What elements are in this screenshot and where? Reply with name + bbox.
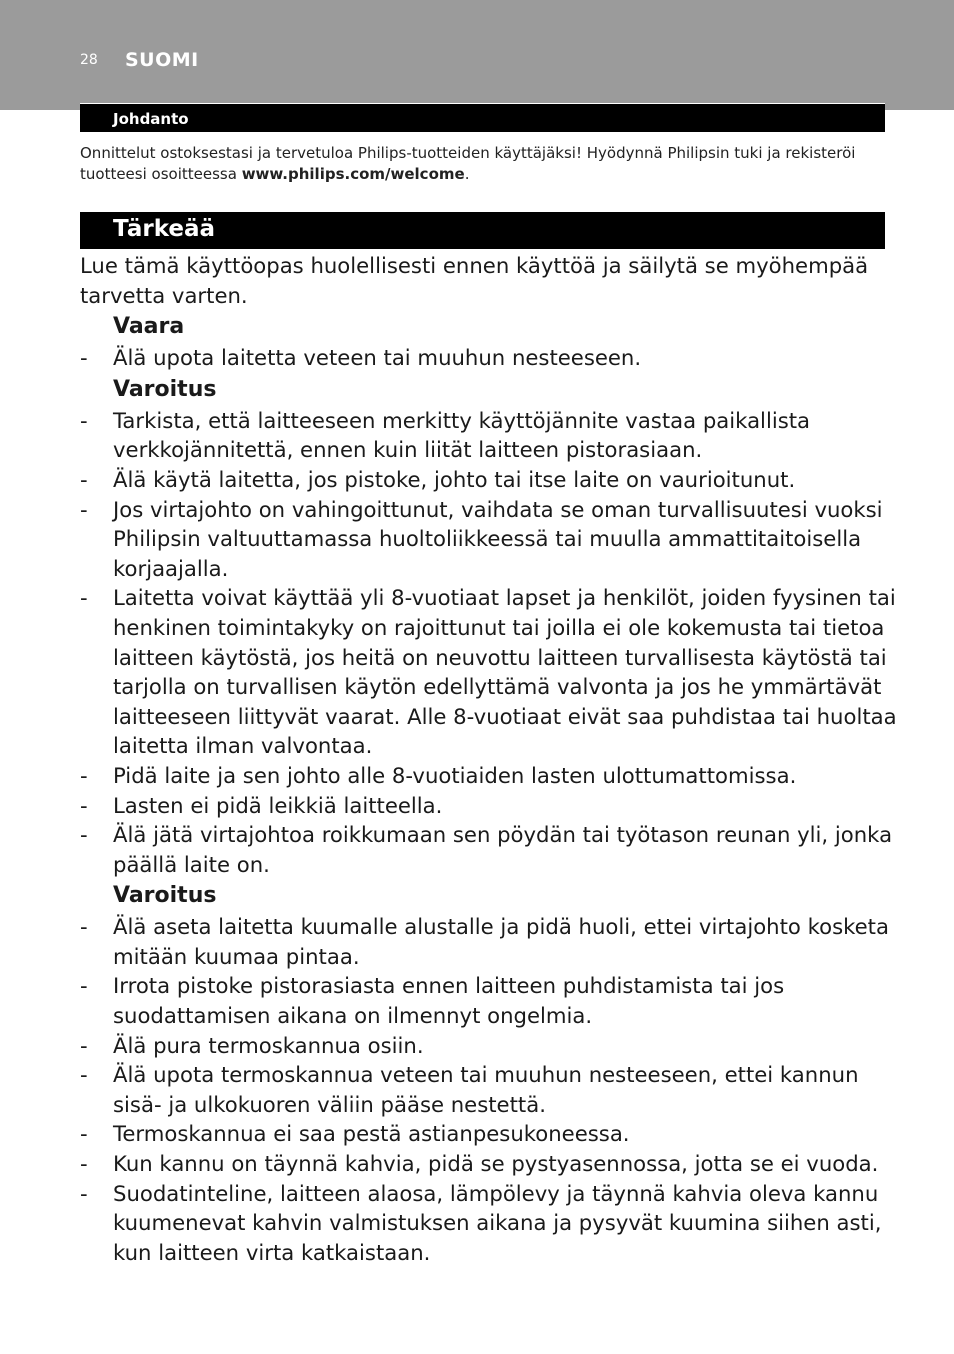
list-item-text: Älä upota laitetta veteen tai muuhun nesteeseen. bbox=[113, 345, 642, 371]
page-number: 28 bbox=[80, 52, 98, 68]
bullet-dash: - bbox=[80, 792, 88, 818]
list-item bbox=[80, 495, 900, 584]
list-item-text: Älä jätä virtajohtoa roikkumaan sen pöydän tai työtason reunan yli, jonka päällä laite on. bbox=[113, 822, 893, 877]
list-item bbox=[80, 1119, 900, 1149]
section-bar-intro bbox=[80, 103, 885, 132]
section-bar-important bbox=[80, 212, 885, 249]
header-band bbox=[0, 0, 954, 110]
bullet-dash: - bbox=[80, 1151, 88, 1177]
list-item-text: Älä aseta laitetta kuumalle alustalle ja pidä huoli, ettei virtajohto kosketa mitään kuumaa pintaa. bbox=[113, 914, 889, 969]
bullet-dash: - bbox=[80, 1062, 88, 1088]
bullet-dash: - bbox=[80, 407, 88, 433]
warning-heading: Varoitus bbox=[113, 883, 217, 909]
list-item bbox=[80, 406, 900, 465]
list-item bbox=[80, 1179, 900, 1268]
warning-list bbox=[80, 912, 900, 1267]
list-item bbox=[80, 912, 900, 971]
list-item-text: Älä käytä laitetta, jos pistoke, johto tai itse laite on vaurioitunut. bbox=[113, 466, 796, 492]
list-item bbox=[80, 1031, 900, 1061]
list-item bbox=[80, 343, 900, 373]
list-item bbox=[80, 465, 900, 495]
welcome-link[interactable]: www.philips.com/welcome bbox=[241, 165, 465, 183]
warning-list bbox=[80, 343, 900, 373]
bullet-dash: - bbox=[80, 762, 88, 788]
section-title-intro: Johdanto bbox=[113, 110, 189, 128]
bullet-dash: - bbox=[80, 822, 88, 848]
list-item-text: Pidä laite ja sen johto alle 8-vuotiaiden lasten ulottumattomissa. bbox=[113, 762, 797, 788]
list-item bbox=[80, 761, 900, 791]
list-item bbox=[80, 583, 900, 761]
warning-list bbox=[80, 406, 900, 880]
bullet-dash: - bbox=[80, 466, 88, 492]
list-item-text: Termoskannua ei saa pestä astianpesukoneessa. bbox=[113, 1121, 630, 1147]
list-item-text: Lasten ei pidä leikkiä laitteella. bbox=[113, 792, 443, 818]
bullet-dash: - bbox=[80, 1032, 88, 1058]
list-item-text: Laitetta voivat käyttää yli 8-vuotiaat lapset ja henkilöt, joiden fyysinen tai henkinen toimintakyky on rajoittunut tai joilla ei ole kokemusta tai tietoa laitteen käytöstä, jos heitä on neuvottu laitteen turvallisesta käytöstä tai tarjolla on turvallisen käytön edellyttämä valvonta ja jos he ymmärtävät laitteeseen liittyvät vaarat. Alle 8-vuotiaat eivät saa puhdistaa tai huoltaa laitetta ilman valvontaa. bbox=[113, 585, 897, 759]
list-item bbox=[80, 791, 900, 821]
bullet-dash: - bbox=[80, 1121, 88, 1147]
important-content bbox=[80, 251, 900, 1267]
intro-text: Onnittelut ostoksestasi ja tervetuloa Philips-tuotteiden käyttäjäksi! Hyödynnä Philipsin tuki ja rekisteröi tuotteesi osoitteessa bbox=[80, 144, 856, 183]
bullet-dash: - bbox=[80, 973, 88, 999]
warning-heading: Vaara bbox=[113, 314, 185, 340]
list-item-text: Älä upota termoskannua veteen tai muuhun nesteeseen, ettei kannun sisä- ja ulkokuoren väliin pääse nestettä. bbox=[113, 1062, 859, 1117]
warning-blocks bbox=[80, 310, 900, 1267]
language-label: SUOMI bbox=[125, 49, 199, 71]
bullet-dash: - bbox=[80, 914, 88, 940]
list-item-text: Irrota pistoke pistorasiasta ennen laitteen puhdistamista tai jos suodattamisen aikana on ilmennyt ongelmia. bbox=[113, 973, 785, 1029]
list-item bbox=[80, 971, 900, 1030]
list-item-text: Kun kannu on täynnä kahvia, pidä se pystyasennossa, jotta se ei vuoda. bbox=[113, 1151, 879, 1177]
list-item-text: Tarkista, että laitteeseen merkitty käyttöjännite vastaa paikallista verkkojännitettä, ennen kuin liität laitteen pistorasiaan. bbox=[113, 407, 811, 463]
lead-paragraph: Lue tämä käyttöopas huolellisesti ennen käyttöä ja säilytä se myöhempää tarvetta varten. bbox=[80, 253, 869, 308]
bullet-dash: - bbox=[80, 496, 88, 522]
section-title-important: Tärkeää bbox=[113, 216, 216, 242]
list-item bbox=[80, 820, 900, 879]
bullet-dash: - bbox=[80, 1180, 88, 1206]
list-item-text: Jos virtajohto on vahingoittunut, vaihdata se oman turvallisuutesi vuoksi Philipsin valtuuttamassa huoltoliikkeessä tai muulla ammattitaitoisella korjaajalla. bbox=[113, 496, 883, 581]
bullet-dash: - bbox=[80, 345, 88, 371]
list-item bbox=[80, 1149, 900, 1179]
list-item bbox=[80, 1060, 900, 1119]
list-item-text: Suodatinteline, laitteen alaosa, lämpölevy ja täynnä kahvia oleva kannu kuumenevat kahvin valmistuksen aikana ja pysyvät kuumina siihen asti, kun laitteen virta katkaistaan. bbox=[113, 1180, 882, 1265]
intro-paragraph bbox=[80, 143, 870, 185]
bullet-dash: - bbox=[80, 585, 88, 611]
intro-text-end: . bbox=[464, 165, 470, 183]
list-item-text: Älä pura termoskannua osiin. bbox=[113, 1032, 424, 1058]
warning-heading: Varoitus bbox=[113, 376, 217, 402]
